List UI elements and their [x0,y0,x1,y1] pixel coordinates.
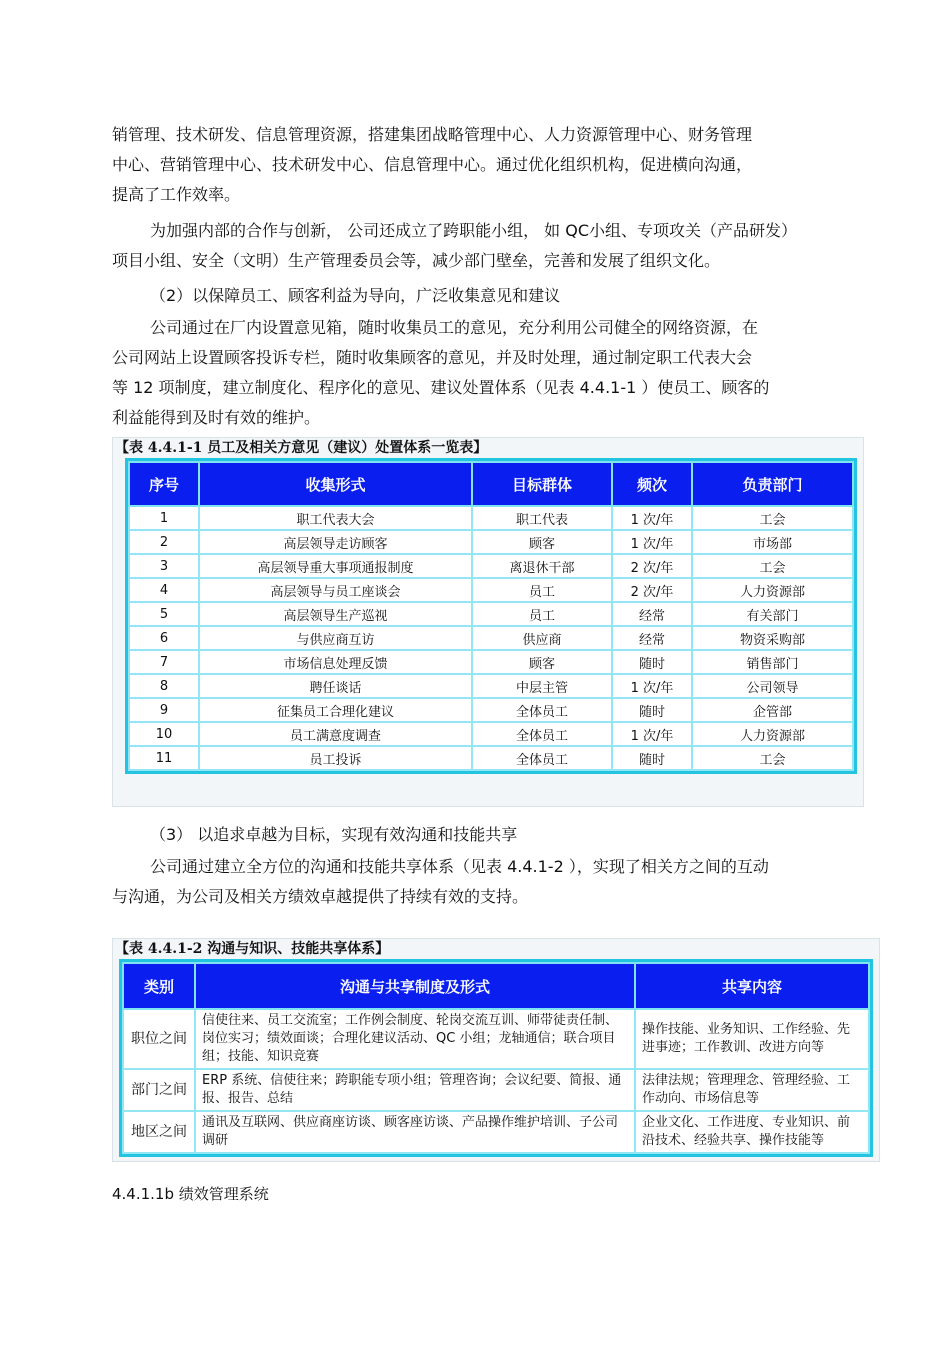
paragraph-communication [112,852,882,912]
table-caption: 【表 4.4.1-1 员工及相关方意见（建议）处置体系一览表】 [115,440,488,456]
table-cell: 随时 [612,650,692,674]
text-line: 中心、营销管理中心、技术研发中心、信息管理中心。通过优化组织机构，促进横向沟通， [112,155,753,174]
table-row [123,1009,869,1069]
table-cell: 高层领导走访顾客 [199,530,472,554]
table-header-row [129,462,853,506]
table-knowledge-sharing [112,938,880,1162]
table-cell: 中层主管 [472,674,612,698]
table-cell: 1 [129,506,199,530]
table-cell: 聘任谈话 [199,674,472,698]
table-cell: 人力资源部 [692,578,853,602]
table-cell: 4 [129,578,199,602]
table-cell: 员工投诉 [199,746,472,770]
table-cell: 企业文化、工作进度、专业知识、前沿技术、经验共享、操作技能等 [635,1111,869,1153]
table-frame [119,959,873,1157]
column-header: 目标群体 [472,462,612,506]
table-cell: 高层领导重大事项通报制度 [199,554,472,578]
heading-text: （3） 以追求卓越为目标，实现有效沟通和技能共享 [150,825,518,844]
table-cell: 销售部门 [692,650,853,674]
table-row [123,1069,869,1111]
table-row [129,698,853,722]
column-header: 频次 [612,462,692,506]
table-cell: 3 [129,554,199,578]
text-line: 提高了工作效率。 [112,185,241,204]
table-cell: ERP 系统、信使往来；跨职能专项小组；管理咨询；会议纪要、简报、通报、报告、总结 [195,1069,635,1111]
table-cell: 征集员工合理化建议 [199,698,472,722]
table-cell: 人力资源部 [692,722,853,746]
table-cell: 经常 [612,626,692,650]
table-cell: 物资采购部 [692,626,853,650]
table-row [129,674,853,698]
table-row [129,530,853,554]
column-header: 收集形式 [199,462,472,506]
table-cell: 随时 [612,698,692,722]
table-cell: 经常 [612,602,692,626]
table-cell: 员工满意度调查 [199,722,472,746]
table-cell: 工会 [692,746,853,770]
table-cell: 职位之间 [123,1009,195,1069]
table-cell: 部门之间 [123,1069,195,1111]
table-cell: 2 次/年 [612,578,692,602]
table-cell: 工会 [692,554,853,578]
table-cell: 1 次/年 [612,722,692,746]
table-cell: 1 次/年 [612,674,692,698]
table-cell: 9 [129,698,199,722]
table-cell: 随时 [612,746,692,770]
table-cell: 1 次/年 [612,506,692,530]
table-cell: 7 [129,650,199,674]
table-cell: 供应商 [472,626,612,650]
table-row [123,1111,869,1153]
heading-text: （2）以保障员工、顾客利益为导向，广泛收集意见和建议 [150,286,561,305]
table-cell: 全体员工 [472,698,612,722]
table-cell: 高层领导生产巡视 [199,602,472,626]
table-cell: 顾客 [472,650,612,674]
table-cell: 2 次/年 [612,554,692,578]
table-cell: 通讯及互联网、供应商座访谈、顾客座访谈、产品操作维护培训、子公司调研 [195,1111,635,1153]
table-cell: 工会 [692,506,853,530]
text-line: 等 12 项制度，建立制度化、程序化的意见、建议处置体系（见表 4.4.1-1 ）使员工、顾客的 [112,378,770,397]
table-cell: 全体员工 [472,722,612,746]
column-header: 沟通与共享制度及形式 [195,963,635,1009]
table-cell: 5 [129,602,199,626]
paragraph-org-structure [112,120,882,210]
text-line: 公司通过建立全方位的沟通和技能共享体系（见表 4.4.1-2 ），实现了相关方之间的互动 [150,857,769,876]
text-line: 利益能得到及时有效的维护。 [112,408,321,427]
table-header-row [123,963,869,1009]
table-cell: 地区之间 [123,1111,195,1153]
table-cell: 市场信息处理反馈 [199,650,472,674]
table-cell: 顾客 [472,530,612,554]
paragraph-feedback [112,313,882,433]
table-cell: 与供应商互访 [199,626,472,650]
table-cell: 11 [129,746,199,770]
table-cell: 员工 [472,602,612,626]
table-row [129,578,853,602]
table-row [129,626,853,650]
column-header: 序号 [129,462,199,506]
column-header: 共享内容 [635,963,869,1009]
table-row [129,602,853,626]
table-cell: 职工代表 [472,506,612,530]
table-cell: 操作技能、业务知识、工作经验、先进事迹；工作教训、改进方向等 [635,1009,869,1069]
table-cell: 市场部 [692,530,853,554]
text-line: 项目小组、安全（文明）生产管理委员会等，减少部门壁垒，完善和发展了组织文化。 [112,251,721,270]
table-row [129,746,853,770]
paragraph-cross-functional [112,216,882,276]
text-line: 公司网站上设置顾客投诉专栏，随时收集顾客的意见，并及时处理，通过制定职工代表大会 [112,348,753,367]
table-row [129,722,853,746]
table-cell: 高层领导与员工座谈会 [199,578,472,602]
column-header: 负责部门 [692,462,853,506]
heading-text: 4.4.1.1b 绩效管理系统 [112,1185,269,1203]
text-line: 与沟通，为公司及相关方绩效卓越提供了持续有效的支持。 [112,887,529,906]
table-cell: 8 [129,674,199,698]
table-cell: 信使往来、员工交流室；工作例会制度、轮岗交流互训、师带徒责任制、岗位实习；绩效面谈；合理化建议活动、QC 小组；龙轴通信；联合项目组；技能、知识竞赛 [195,1009,635,1069]
table-cell: 企管部 [692,698,853,722]
table-cell: 10 [129,722,199,746]
table-cell: 6 [129,626,199,650]
table-cell: 员工 [472,578,612,602]
table-cell: 1 次/年 [612,530,692,554]
section-heading-3 [112,820,882,850]
table-caption: 【表 4.4.1-2 沟通与知识、技能共享体系】 [115,941,390,957]
footer-heading [112,1179,882,1209]
table-cell: 有关部门 [692,602,853,626]
table-cell: 法律法规；管理理念、管理经验、工作动向、市场信息等 [635,1069,869,1111]
column-header: 类别 [123,963,195,1009]
table-cell: 离退休干部 [472,554,612,578]
text-line: 为加强内部的合作与创新， 公司还成立了跨职能小组， 如 QC小组、专项攻关（产品研发） [150,221,798,240]
data-table [122,962,870,1154]
table-row [129,650,853,674]
text-line: 销管理、技术研发、信息管理资源，搭建集团战略管理中心、人力资源管理中心、财务管理 [112,125,753,144]
section-heading-2 [112,281,882,311]
table-cell: 公司领导 [692,674,853,698]
table-feedback-system [112,437,864,807]
table-row [129,506,853,530]
table-cell: 全体员工 [472,746,612,770]
table-row [129,554,853,578]
table-frame [125,458,857,774]
text-line: 公司通过在厂内设置意见箱，随时收集员工的意见，充分利用公司健全的网络资源，在 [150,318,759,337]
table-cell: 2 [129,530,199,554]
table-cell: 职工代表大会 [199,506,472,530]
data-table [128,461,854,771]
